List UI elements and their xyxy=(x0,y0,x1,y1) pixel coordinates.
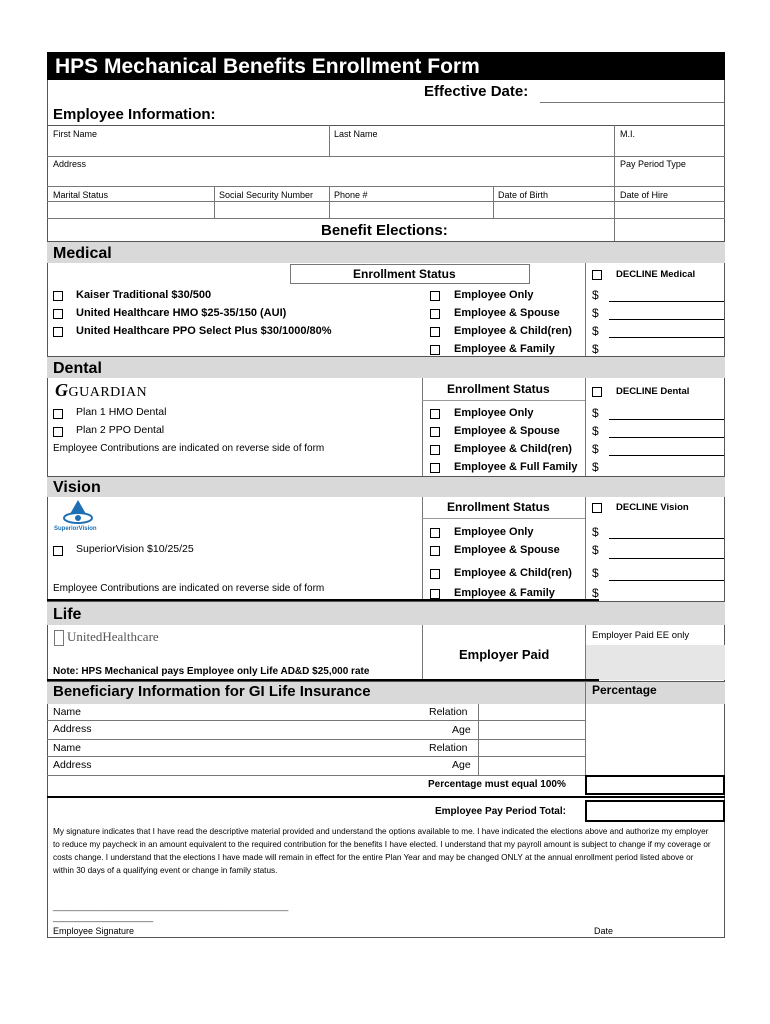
pay-period-type-label: Pay Period Type xyxy=(620,159,686,169)
dental-plan-hmo: Plan 1 HMO Dental xyxy=(76,406,167,418)
signature-agreement-text: My signature indicates that I have read the descriptive material provided and understand the options available to me. I have indicated the elections above and authorize my employer to reduce my paycheck in an amount equivalent to the required contribution for the benefits I have elected. I understand that my payroll amount is subject to change if my coverage or costs change. I understand that the elections I have made will remain in effect for the entire Plan Year and may be changed ONLY at the annual enrollment period listed above or within 30 days of a qualifying event or change in family status. xyxy=(53,827,711,875)
unitedhealthcare-logo-text: UnitedHealthcare xyxy=(67,629,159,644)
hire-date-label: Date of Hire xyxy=(620,190,669,200)
medical-tier-es: Employee & Spouse xyxy=(454,307,560,319)
currency-symbol: $ xyxy=(592,406,599,420)
medical-plan-kaiser-checkbox[interactable] xyxy=(53,291,63,301)
superior-vision-logo-icon xyxy=(54,498,102,538)
vision-tier-ec-checkbox[interactable] xyxy=(430,569,440,579)
medical-amount-1[interactable] xyxy=(609,301,724,302)
medical-tier-es-checkbox[interactable] xyxy=(430,309,440,319)
superior-vision-logo xyxy=(54,498,102,538)
life-employer-paid-ee: Employer Paid EE only xyxy=(592,630,690,641)
medical-tier-ec: Employee & Child(ren) xyxy=(454,325,572,337)
vision-decline-label: DECLINE Vision xyxy=(616,502,689,513)
percentage-label: Percentage xyxy=(592,683,657,697)
medical-enrollment-status: Enrollment Status xyxy=(353,267,456,281)
phone-label: Phone # xyxy=(334,190,368,200)
form-title: HPS Mechanical Benefits Enrollment Form xyxy=(47,52,725,80)
currency-symbol: $ xyxy=(592,543,599,557)
currency-symbol: $ xyxy=(592,460,599,474)
medical-tier-ef: Employee & Family xyxy=(454,343,555,355)
guardian-logo-mark: G xyxy=(55,380,69,400)
effective-date-label: Effective Date: xyxy=(424,83,529,100)
currency-symbol: $ xyxy=(592,586,599,600)
medical-tier-ee-checkbox[interactable] xyxy=(430,291,440,301)
life-section-header: Life xyxy=(47,601,725,625)
first-name-label: First Name xyxy=(53,129,98,139)
medical-section-header: Medical xyxy=(47,241,725,263)
beneficiary-1-name-label: Name xyxy=(53,706,82,718)
currency-symbol: $ xyxy=(592,566,599,580)
medical-decline-label: DECLINE Medical xyxy=(616,269,696,280)
beneficiary-2-name-label: Name xyxy=(53,742,82,754)
date-label: Date xyxy=(594,926,614,936)
medical-plan-uhc-ppo: United Healthcare PPO Select Plus $30/1000/80% xyxy=(76,325,332,337)
dental-tier-ef-checkbox[interactable] xyxy=(430,463,440,473)
dental-plan-hmo-checkbox[interactable] xyxy=(53,409,63,419)
employee-info-heading: Employee Information: xyxy=(53,106,216,123)
pay-period-total-box[interactable] xyxy=(585,800,725,822)
benefit-elections-heading: Benefit Elections: xyxy=(321,222,448,239)
dental-decline-checkbox[interactable] xyxy=(592,387,602,397)
pay-period-total-label: Employee Pay Period Total: xyxy=(435,806,566,817)
vision-enrollment-status: Enrollment Status xyxy=(447,500,550,514)
dental-plan-ppo-checkbox[interactable] xyxy=(53,427,63,437)
currency-symbol: $ xyxy=(592,306,599,320)
beneficiary-1-relation-label: Relation xyxy=(429,706,468,718)
currency-symbol: $ xyxy=(592,525,599,539)
vision-tier-es: Employee & Spouse xyxy=(454,544,560,556)
last-name-label: Last Name xyxy=(334,129,378,139)
vision-amount-2[interactable] xyxy=(609,558,724,559)
effective-date-field[interactable] xyxy=(540,102,724,103)
life-employer-paid: Employer Paid xyxy=(459,647,550,662)
dental-tier-ee-checkbox[interactable] xyxy=(430,409,440,419)
beneficiary-1-address-label: Address xyxy=(53,723,92,735)
beneficiary-heading: Beneficiary Information for GI Life Insurance xyxy=(53,683,371,700)
unitedhealthcare-logo-mark xyxy=(54,630,64,646)
marital-status-label: Marital Status xyxy=(53,190,109,200)
dental-enrollment-status: Enrollment Status xyxy=(447,382,550,396)
dental-amount-3[interactable] xyxy=(609,455,724,456)
vision-tier-ec: Employee & Child(ren) xyxy=(454,567,572,579)
dental-tier-es-checkbox[interactable] xyxy=(430,427,440,437)
vision-tier-ef: Employee & Family xyxy=(454,587,555,599)
beneficiary-2-relation-label: Relation xyxy=(429,742,468,754)
beneficiary-1-age-label: Age xyxy=(452,724,471,736)
medical-plan-uhc-hmo: United Healthcare HMO $25-35/150 (AUI) xyxy=(76,307,287,319)
medical-amount-2[interactable] xyxy=(609,319,724,320)
mi-label: M.I. xyxy=(620,129,635,139)
medical-tier-ee: Employee Only xyxy=(454,289,534,301)
dental-amount-2[interactable] xyxy=(609,437,724,438)
vision-tier-ee-checkbox[interactable] xyxy=(430,528,440,538)
currency-symbol: $ xyxy=(592,424,599,438)
dental-amount-1[interactable] xyxy=(609,419,724,420)
signature-line[interactable]: _______________________________________________ ____________________ xyxy=(53,901,289,922)
vision-tier-ef-checkbox[interactable] xyxy=(430,589,440,599)
vision-tier-ee: Employee Only xyxy=(454,526,534,538)
vision-plan-checkbox[interactable] xyxy=(53,546,63,556)
currency-symbol: $ xyxy=(592,342,599,356)
dental-tier-ef: Employee & Full Family xyxy=(454,461,578,473)
medical-plan-uhc-hmo-checkbox[interactable] xyxy=(53,309,63,319)
vision-section-header: Vision xyxy=(47,476,725,497)
dob-label: Date of Birth xyxy=(498,190,549,200)
dental-tier-es: Employee & Spouse xyxy=(454,425,560,437)
currency-symbol: $ xyxy=(592,288,599,302)
vision-tier-es-checkbox[interactable] xyxy=(430,546,440,556)
medical-decline-checkbox[interactable] xyxy=(592,270,602,280)
dental-tier-ec: Employee & Child(ren) xyxy=(454,443,572,455)
vision-decline-checkbox[interactable] xyxy=(592,503,602,513)
beneficiary-2-address-label: Address xyxy=(53,759,92,771)
dental-contribution-note: Employee Contributions are indicated on reverse side of form xyxy=(53,443,325,454)
vision-amount-3[interactable] xyxy=(609,580,724,581)
percentage-must-equal-label: Percentage must equal 100% xyxy=(428,779,566,790)
vision-contribution-note: Employee Contributions are indicated on reverse side of form xyxy=(53,583,325,594)
vision-amount-1[interactable] xyxy=(609,538,724,539)
medical-tier-ef-checkbox[interactable] xyxy=(430,345,440,355)
currency-symbol: $ xyxy=(592,324,599,338)
dental-tier-ee: Employee Only xyxy=(454,407,534,419)
medical-plan-kaiser: Kaiser Traditional $30/500 xyxy=(76,289,212,301)
life-note: Note: HPS Mechanical pays Employee only Life AD&D $25,000 rate xyxy=(53,666,370,677)
dental-plan-ppo: Plan 2 PPO Dental xyxy=(76,424,165,436)
percentage-total-box[interactable] xyxy=(585,775,725,795)
beneficiary-2-age-label: Age xyxy=(452,759,471,771)
currency-symbol: $ xyxy=(592,442,599,456)
medical-plan-uhc-ppo-checkbox[interactable] xyxy=(53,327,63,337)
dental-tier-ec-checkbox[interactable] xyxy=(430,445,440,455)
medical-tier-ec-checkbox[interactable] xyxy=(430,327,440,337)
medical-amount-3[interactable] xyxy=(609,337,724,338)
address-label: Address xyxy=(53,159,87,169)
dental-decline-label: DECLINE Dental xyxy=(616,386,690,397)
guardian-logo-text: GUARDIAN xyxy=(68,385,148,400)
superior-vision-logo-text: SuperiorVision xyxy=(54,526,97,532)
employee-signature-label: Employee Signature xyxy=(53,926,135,936)
unitedhealthcare-logo xyxy=(54,629,159,646)
ssn-label: Social Security Number xyxy=(219,190,314,200)
vision-plan: SuperiorVision $10/25/25 xyxy=(76,543,194,555)
guardian-logo xyxy=(55,380,147,401)
life-premium-shaded-cell xyxy=(586,645,725,680)
dental-section-header: Dental xyxy=(47,356,725,378)
